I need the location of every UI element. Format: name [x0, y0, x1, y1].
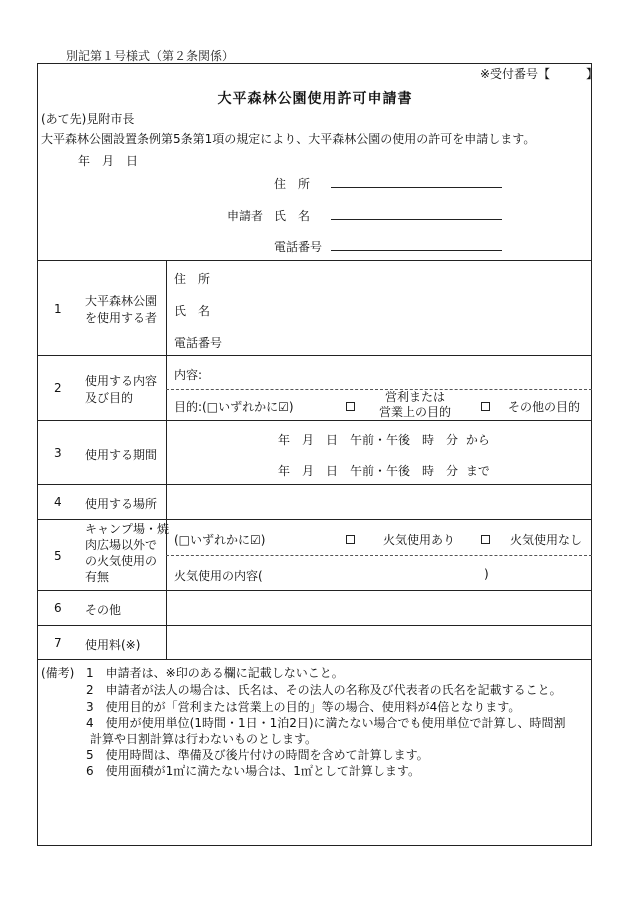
applicant-label: 申請者: [227, 209, 264, 223]
place-field[interactable]: [170, 488, 588, 514]
applicant-name-field[interactable]: [331, 219, 502, 220]
row3-number: 3: [54, 446, 62, 460]
applicant-name-label: 氏 名: [274, 209, 311, 223]
row5-number: 5: [54, 549, 62, 563]
row1-number: 1: [54, 302, 62, 316]
remark-item: 6 使用面積が1㎡に満たない場合は、1㎡として計算します。: [86, 764, 420, 778]
applicant-phone-label: 電話番号: [274, 240, 323, 254]
row4-number: 4: [54, 495, 62, 509]
fee-field[interactable]: [170, 629, 588, 656]
row-divider: [37, 420, 592, 421]
row-divider: [37, 355, 592, 356]
row-divider: [37, 625, 592, 626]
row1-label: 大平森林公園を使用する者: [85, 294, 158, 325]
addressee: (あて先)見附市長: [41, 112, 135, 126]
row5-label: キャンプ場・焼 肉広場以外で の火気使用の 有無: [85, 522, 170, 584]
remark-item: 4 使用が使用単位(1時間・1日・1泊2日)に満たない場合でも使用単位で計算し、時間割: [86, 716, 566, 730]
row2-label: 使用する内容及び目的: [85, 374, 158, 405]
other-field[interactable]: [170, 594, 588, 622]
applicant-address-label: 住 所: [274, 177, 311, 191]
fire-yes-label: 火気使用あり: [383, 533, 456, 547]
receipt-number: ※受付番号【 】: [480, 67, 599, 81]
row2-content-label[interactable]: 内容:: [174, 368, 203, 382]
row7-number: 7: [54, 636, 62, 650]
row2-number: 2: [54, 381, 62, 395]
remark-item: 3 使用目的が「営利または営業上の目的」等の場合、使用料が4倍となります。: [86, 700, 521, 714]
fire-detail-close: ): [484, 567, 489, 581]
row4-label: 使用する場所: [85, 497, 158, 511]
purpose-commercial-label: 営利または 営業上の目的: [378, 390, 451, 419]
purpose-other-label: その他の目的: [508, 400, 581, 414]
purpose-other-checkbox[interactable]: [481, 399, 490, 413]
applicant-address-field[interactable]: [331, 187, 502, 188]
remark-item: 計算や日割計算は行わないものとします。: [90, 732, 318, 746]
period-end[interactable]: 年 月 日 午前・午後 時 分 まで: [278, 464, 490, 478]
form-title: 大平森林公園使用許可申請書: [217, 91, 413, 107]
fire-yes-checkbox[interactable]: [346, 532, 355, 546]
fire-detail-label[interactable]: 火気使用の内容(: [174, 569, 263, 583]
remarks-label: (備考): [41, 666, 75, 680]
remark-item: 2 申請者が法人の場合は、氏名は、その法人の名称及び代表者の氏名を記載すること。: [86, 683, 562, 697]
form-number-label: 別記第１号様式（第２条関係）: [66, 49, 235, 63]
row-divider: [37, 590, 592, 591]
row3-label: 使用する期間: [85, 448, 158, 462]
row6-label: その他: [85, 603, 122, 617]
row-divider: [37, 484, 592, 485]
fire-no-label: 火気使用なし: [510, 533, 583, 547]
period-start[interactable]: 年 月 日 午前・午後 時 分 から: [278, 433, 490, 447]
row5-sub-divider: [166, 555, 592, 556]
row1-address-label[interactable]: 住 所: [174, 272, 211, 286]
row-divider: [37, 519, 592, 520]
date-line[interactable]: 年 月 日: [78, 154, 139, 168]
column-divider: [166, 260, 167, 659]
row7-label: 使用料(※): [85, 638, 141, 652]
row1-phone-label[interactable]: 電話番号: [174, 336, 223, 350]
row2-purpose-label: 目的:(□いずれかに☑): [174, 400, 294, 414]
purpose-commercial-checkbox[interactable]: [346, 399, 355, 413]
fire-check-note: (□いずれかに☑): [174, 533, 266, 547]
applicant-phone-field[interactable]: [331, 250, 502, 251]
remark-item: 1 申請者は、※印のある欄に記載しないこと。: [86, 666, 344, 680]
table-top-border: [37, 260, 592, 261]
row1-name-label[interactable]: 氏 名: [174, 304, 211, 318]
fire-no-checkbox[interactable]: [481, 532, 490, 546]
intro-text: 大平森林公園設置条例第5条第1項の規定により、大平森林公園の使用の許可を申請します。: [41, 132, 536, 146]
table-bottom-border: [37, 659, 592, 660]
remark-item: 5 使用時間は、準備及び後片付けの時間を含めて計算します。: [86, 748, 429, 762]
row6-number: 6: [54, 601, 62, 615]
